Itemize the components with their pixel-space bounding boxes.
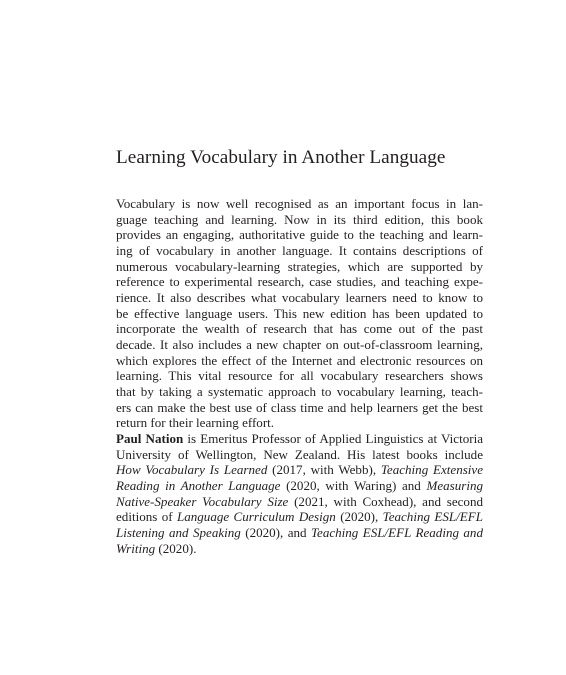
book-reference: Reading in Another Language — [116, 477, 281, 493]
book-reference: Teaching Extensive — [380, 462, 484, 478]
description-line: ers can make the best use of class time and help learners get the best — [116, 399, 483, 415]
book-reference: Native-Speaker Vocabulary Size — [116, 493, 289, 509]
description-line: incorporate the wealth of research that has come out of the past — [116, 321, 483, 337]
bio-line — [116, 431, 483, 447]
book-reference: Language Curriculum Design — [176, 509, 336, 525]
book-title: Learning Vocabulary in Another Language — [116, 147, 446, 168]
description-line: that by taking a systematic approach to vocabulary learning, teach- — [116, 383, 483, 399]
book-reference: Teaching ESL/EFL Reading and — [310, 524, 483, 540]
bio-line — [116, 541, 483, 557]
bio-line: University of Wellington, New Zealand. His latest books include — [116, 446, 483, 462]
description-line: guage teaching and learning. Now in its third edition, this book — [116, 211, 483, 227]
author-name: Paul Nation — [116, 431, 184, 446]
description-line: numerous vocabulary-learning strategies, which are supported by — [116, 258, 483, 274]
description-line: which explores the effect of the Internet and electronic resources on — [116, 352, 483, 368]
description-line: decade. It also includes a new chapter on out-of-classroom learning, — [116, 336, 483, 352]
description-line: provides an engaging, authoritative guide to the teaching and learn- — [116, 227, 483, 243]
book-description — [116, 196, 483, 431]
book-reference: Measuring — [426, 477, 483, 493]
bio-text: (2017, with Webb), — [267, 462, 381, 478]
bio-line — [116, 478, 483, 494]
description-line: be effective language users. This new edition has been updated to — [116, 305, 483, 321]
author-biography — [116, 431, 483, 556]
book-reference: Writing — [116, 540, 156, 556]
description-line: learning. This vital resource for all vocabulary researchers shows — [116, 368, 483, 384]
bio-text: (2020, with Waring) and — [280, 477, 427, 493]
description-line: reference to experimental research, case studies, and teaching expe- — [116, 274, 483, 290]
bio-line — [116, 494, 483, 510]
book-reference: How Vocabulary Is Learned — [116, 462, 268, 478]
bio-text: (2020). — [155, 540, 197, 556]
description-line: Vocabulary is now well recognised as an important focus in lan- — [116, 196, 483, 211]
bio-text: (2021, with Coxhead), and second — [288, 493, 483, 509]
description-line: rience. It also describes what vocabulary learners need to know to — [116, 289, 483, 305]
book-reference: Listening and Speaking — [116, 524, 241, 540]
bio-line — [116, 509, 483, 525]
description-line: return for their learning effort. — [116, 415, 275, 431]
book-reference: Teaching ESL/EFL — [382, 509, 483, 525]
description-line: ing of vocabulary in another language. It contains descriptions of — [116, 242, 483, 258]
bio-text: (2020), and — [240, 524, 311, 540]
bio-text: (2020), — [335, 509, 383, 525]
bio-line — [116, 462, 483, 478]
bio-line — [116, 525, 483, 541]
bio-text: editions of — [116, 509, 177, 525]
bio-text: is Emeritus Professor of Applied Linguistics at Victoria — [183, 431, 483, 446]
